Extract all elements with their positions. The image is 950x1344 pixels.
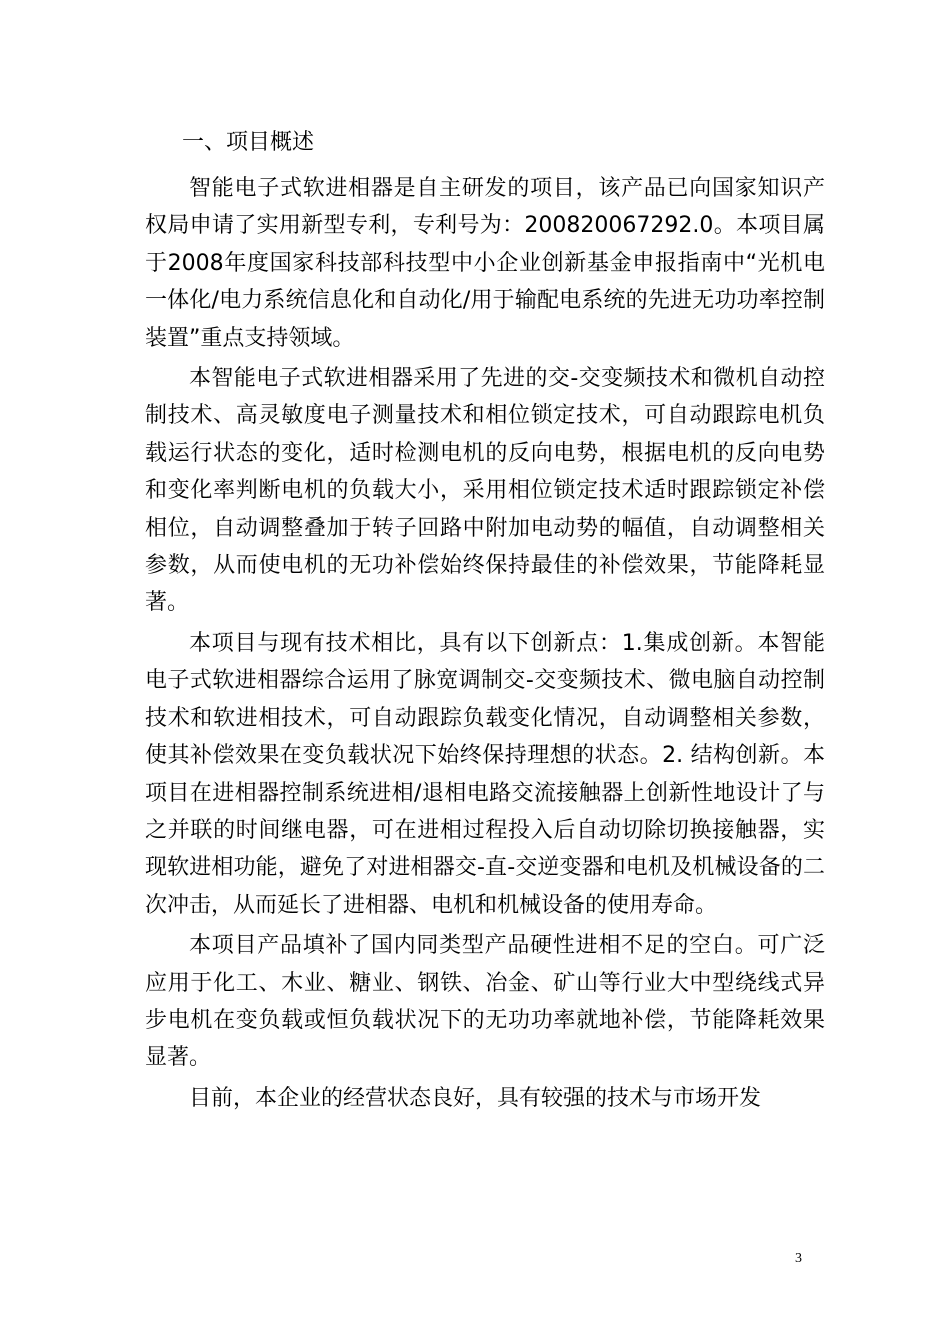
body-text [145, 170, 825, 1117]
page-number: 3 [795, 1251, 802, 1266]
paragraph-overview: 智能电子式软进相器是自主研发的项目，该产品已向国家知识产权局申请了实用新型专利，专利号为：200820067292.0。本项目属于2008年度国家科技部科技型中小企业创新基金申报指南中“光机电一体化/电力系统信息化和自动化/用于输配电系统的先进无功功率控制装置”重点支持领域。 [145, 176, 825, 351]
paragraph-innovation: 本项目与现有技术相比，具有以下创新点：1.集成创新。本智能电子式软进相器综合运用了脉宽调制交-交变频技术、微电脑自动控制技术和软进相技术，可自动跟踪负载变化情况，自动调整相关参数，使其补偿效果在变负载状况下始终保持理想的状态。2. 结构创新。本项目在进相器控制系统进相/退相电路交流接触器上创新性地设计了与之并联的时间继电器，可在进相过程投入后自动切除切换接触器，实现软进相功能，避免了对进相器交-直-交逆变器和电机及机械设备的二次冲击，从而延长了进相器、电机和机械设备的使用寿命。 [145, 630, 825, 918]
section-heading: 一、项目概述 [182, 130, 315, 155]
paragraph-technology: 本智能电子式软进相器采用了先进的交-交变频技术和微机自动控制技术、高灵敏度电子测量技术和相位锁定技术，可自动跟踪电机负载运行状态的变化，适时检测电机的反向电势，根据电机的反向电势和变化率判断电机的负载大小，采用相位锁定技术适时跟踪锁定补偿相位，自动调整叠加于转子回路中附加电动势的幅值，自动调整相关参数，从而使电机的无功补偿始终保持最佳的补偿效果，节能降耗显著。 [145, 366, 825, 616]
paragraph-application: 本项目产品填补了国内同类型产品硬性进相不足的空白。可广泛应用于化工、木业、糖业、钢铁、冶金、矿山等行业大中型绕线式异步电机在变负载或恒负载状况下的无功功率就地补偿，节能降耗效果显著。 [145, 933, 825, 1071]
paragraph-company-status: 目前，本企业的经营状态良好，具有较强的技术与市场开发 [189, 1085, 762, 1111]
